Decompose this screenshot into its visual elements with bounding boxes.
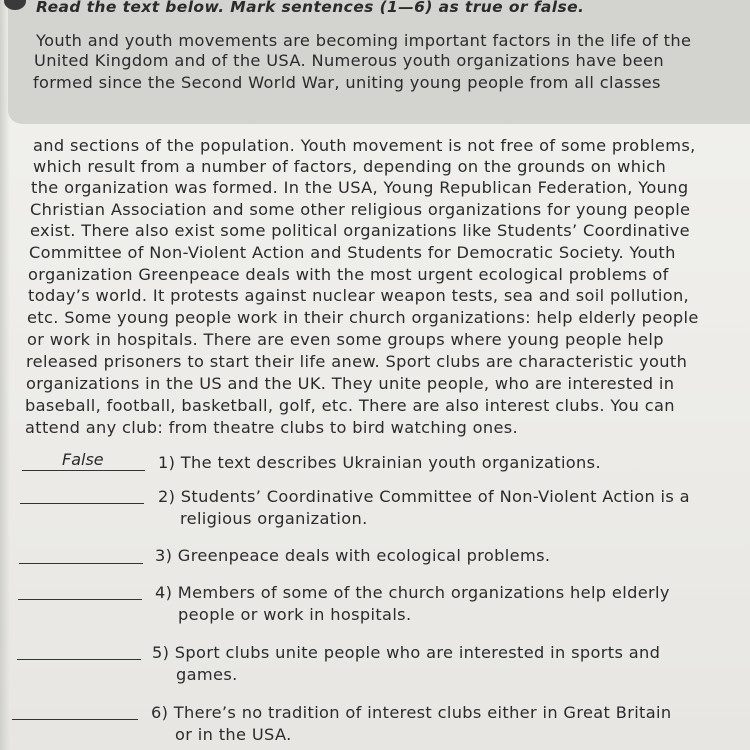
text-line-4: and sections of the population. Youth movement is not free of some problems,	[33, 136, 696, 155]
statement-5-line-1: 5) Sport clubs unite people who are interested in sports and	[152, 643, 661, 662]
text-line-11: today’s world. It protests against nuclear weapon tests, sea and soil pollution,	[28, 286, 690, 305]
text-line-2: United Kingdom and of the USA. Numerous youth organizations have been	[34, 51, 664, 70]
text-line-10: organization Greenpeace deals with the most urgent ecological problems of	[28, 265, 669, 284]
answer-field-5[interactable]	[17, 635, 141, 660]
statement-3-line-1: 3) Greenpeace deals with ecological problems.	[155, 546, 551, 565]
text-line-12: etc. Some young people work in their church organizations: help elderly people	[27, 308, 699, 327]
text-line-9: Committee of Non-Violent Action and Students for Democratic Society. Youth	[29, 243, 676, 262]
text-line-7: Christian Association and some other religious organizations for young people	[30, 200, 691, 219]
statement-6-line-1: 6) There’s no tradition of interest clubs either in Great Britain	[151, 703, 672, 722]
answer-field-2[interactable]	[20, 479, 144, 504]
text-line-1: Youth and youth movements are becoming important factors in the life of the	[36, 31, 692, 50]
text-line-5: which result from a number of factors, depending on the grounds on which	[33, 157, 667, 176]
answer-value-1: False	[62, 450, 104, 469]
text-line-14: released prisoners to start their life anew. Sport clubs are characteristic youth	[26, 352, 688, 371]
text-line-16: baseball, football, basketball, golf, etc. There are also interest clubs. You can	[25, 396, 675, 415]
answer-field-4[interactable]	[18, 575, 142, 600]
answer-field-6[interactable]	[12, 695, 138, 720]
answer-field-3[interactable]	[19, 539, 143, 564]
statement-5-line-2: games.	[176, 665, 238, 684]
text-line-17: attend any club: from theatre clubs to bird watching ones.	[25, 418, 519, 437]
text-line-15: organizations in the US and the UK. They unite people, who are interested in	[26, 374, 675, 393]
statement-6-line-2: or in the USA.	[175, 725, 292, 744]
task-title: Read the text below. Mark sentences (1—6) as true or false.	[36, 0, 585, 16]
text-line-13: or work in hospitals. There are even some groups where young people help	[27, 330, 664, 349]
statement-4-line-2: people or work in hospitals.	[178, 605, 412, 624]
statement-1-line-1: 1) The text describes Ukrainian youth organizations.	[158, 453, 601, 472]
statement-4-line-1: 4) Members of some of the church organizations help elderly	[155, 583, 670, 602]
text-line-6: the organization was formed. In the USA, Young Republican Federation, Young	[31, 178, 689, 197]
answer-field-1[interactable]	[22, 446, 145, 471]
statement-2-line-1: 2) Students’ Coordinative Committee of Non-Violent Action is a	[158, 487, 690, 506]
text-line-8: exist. There also exist some political organizations like Students’ Coordinative	[30, 221, 690, 240]
statement-2-line-2: religious organization.	[180, 509, 368, 528]
text-line-3: formed since the Second World War, uniting young people from all classes	[33, 73, 661, 92]
